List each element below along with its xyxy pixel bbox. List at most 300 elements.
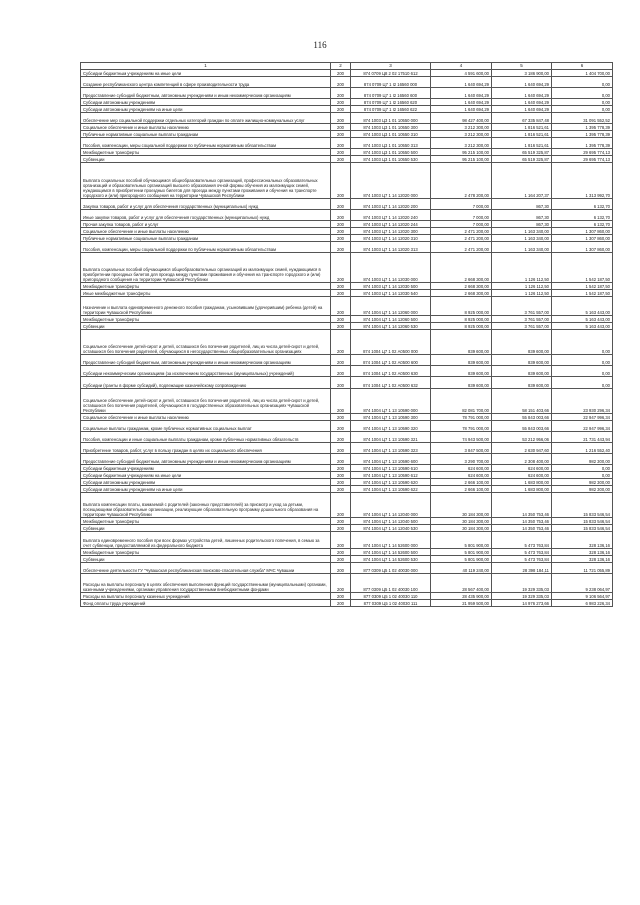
budget-classification-code: 874 1003 Ц3 1 01 10550 000 [351,113,431,124]
line-code: 200 [331,210,351,221]
executed-amount: 65 519 325,87 [492,149,552,156]
table-row [81,486,613,493]
budget-classification-code: 874 1004 Ц7 1 14 12060 500 [351,316,431,323]
column-number: 4 [431,63,492,70]
table-row [81,556,613,563]
executed-amount: 867,30 [492,221,552,228]
budget-classification-code: 874 1003 Ц3 1 01 10550 313 [351,138,431,149]
table-row [81,242,613,253]
executed-amount: 839 600,00 [492,377,552,389]
executed-amount: 2 308 400,00 [492,454,552,465]
table-row [81,454,613,465]
row-name: Обеспечение деятельности ГУ "Чувашская республиканская поисково-спасательная служба" МЧС Чувашии [81,563,331,574]
budget-classification-code: 874 1003 Ц3 1 01 10550 300 [351,124,431,131]
line-code: 200 [331,479,351,486]
line-code: 200 [331,242,351,253]
table-row [81,593,613,600]
approved-amount: 1 640 694,29 [431,106,492,113]
executed-amount: 5 473 763,84 [492,532,552,549]
row-name: Субсидии бюджетным учреждениям на иные цели [81,70,331,77]
table-row [81,493,613,518]
line-code: 200 [331,421,351,432]
line-code: 200 [331,156,351,163]
unexecuted-amount: 15 833 546,54 [552,518,613,525]
column-number: 6 [552,63,613,70]
budget-classification-code: 874 1004 Ц7 1 14 12060 530 [351,323,431,330]
line-code: 200 [331,472,351,479]
row-name: Социальное обеспечение детей-сирот и детей, оставшихся без попечения родителей, лиц из числа детей-сирот и детей, оставшихся без попечения родителей, обучающихся в государственных образовательных организациях Чувашской Республики [81,389,331,414]
line-code: 200 [331,323,351,330]
executed-amount: 1 683 800,00 [492,479,552,486]
column-number: 2 [331,63,351,70]
approved-amount: 5 801 900,00 [431,549,492,556]
executed-amount: 19 329 335,03 [492,593,552,600]
executed-amount: 5 473 763,84 [492,556,552,563]
unexecuted-amount: 1 313 992,70 [552,163,613,199]
row-name: Субсидии (гранты в форме субсидий), подлежащие казначейскому сопровождению [81,377,331,389]
approved-amount: 1 640 694,29 [431,77,492,88]
executed-amount: 867,30 [492,210,552,221]
line-code: 200 [331,574,351,593]
approved-amount: 3 290 700,00 [431,454,492,465]
approved-amount: 624 600,00 [431,472,492,479]
table-row [81,283,613,290]
approved-amount: 2 478 200,00 [431,163,492,199]
unexecuted-amount: 0,00 [552,472,613,479]
executed-amount: 624 600,00 [492,465,552,472]
approved-amount: 624 600,00 [431,465,492,472]
unexecuted-amount: 6 132,70 [552,210,613,221]
budget-classification-code: 874 1003 Ц3 1 01 10550 500 [351,149,431,156]
executed-amount: 67 335 847,48 [492,113,552,124]
row-name: Субсидии некоммерческим организациям (за исключением государственных (муниципальных) учреждений) [81,366,331,377]
line-code: 200 [331,297,351,316]
table-row [81,600,613,607]
unexecuted-amount: 328 136,16 [552,556,613,563]
budget-classification-code: 874 1004 Ц7 1 13 10590 320 [351,421,431,432]
executed-amount: 1 816 521,61 [492,124,552,131]
approved-amount: 2 471 200,00 [431,228,492,235]
unexecuted-amount: 1 395 778,39 [552,138,613,149]
executed-amount: 624 600,00 [492,472,552,479]
executed-amount: 19 329 335,03 [492,574,552,593]
table-row [81,316,613,323]
approved-amount: 78 791 000,00 [431,421,492,432]
row-name: Межбюджетные трансферты [81,316,331,323]
row-name: Назначение и выплата единовременного денежного пособия гражданам, усыновившим (удочерившим) ребенка (детей) на территории Чувашской Республики [81,297,331,316]
approved-amount: 98 427 400,00 [431,113,492,124]
unexecuted-amount: 0,00 [552,106,613,113]
row-name: Социальное обеспечение и иные выплаты населению [81,414,331,421]
table-row [81,574,613,593]
executed-amount: 1 640 694,29 [492,88,552,99]
row-name: Межбюджетные трансферты [81,283,331,290]
budget-classification-code: 874 1003 Ц3 1 01 10550 310 [351,131,431,138]
approved-amount: 1 640 694,29 [431,99,492,106]
unexecuted-amount: 1 395 778,39 [552,124,613,131]
unexecuted-amount: 1 216 552,40 [552,443,613,454]
column-number: 1 [81,63,331,70]
row-name: Субвенции [81,156,331,163]
unexecuted-amount: 6 983 226,34 [552,600,613,607]
unexecuted-amount: 6 132,70 [552,199,613,210]
table-row [81,88,613,99]
budget-classification-code: 874 1003 Ц7 1 14 12030 500 [351,283,431,290]
page-number: 116 [313,40,327,50]
table-row [81,235,613,242]
table-row [81,149,613,156]
line-code: 200 [331,593,351,600]
row-name: Субвенции [81,323,331,330]
line-code: 200 [331,149,351,156]
approved-amount: 839 600,00 [431,377,492,389]
row-name: Социальное обеспечение и иные выплаты населению [81,228,331,235]
budget-classification-code: 874 0709 Ц7 1 I2 16560 000 [351,77,431,88]
row-name: Субвенции [81,525,331,532]
line-code: 200 [331,199,351,210]
approved-amount: 839 600,00 [431,355,492,366]
line-code: 200 [331,486,351,493]
executed-amount: 14 350 753,46 [492,493,552,518]
budget-classification-code: 874 1003 Ц7 1 14 12020 000 [351,163,431,199]
approved-amount: 28 435 900,00 [431,593,492,600]
approved-amount: 7 000,00 [431,199,492,210]
executed-amount: 1 164 207,37 [492,163,552,199]
budget-classification-code: 874 1004 Ц7 1 14 12040 530 [351,525,431,532]
line-code: 200 [331,330,351,355]
executed-amount: 1 163 340,00 [492,228,552,235]
executed-amount: 839 600,00 [492,330,552,355]
table-row [81,131,613,138]
executed-amount: 3 761 557,00 [492,323,552,330]
line-code: 200 [331,377,351,389]
line-code: 200 [331,454,351,465]
unexecuted-amount: 328 136,16 [552,532,613,549]
table-row [81,465,613,472]
approved-amount: 28 567 400,00 [431,574,492,593]
column-number-row [81,63,613,70]
table-row [81,377,613,389]
approved-amount: 3 212 300,00 [431,138,492,149]
budget-classification-code: 874 1004 Ц7 1 14 12040 500 [351,518,431,525]
approved-amount: 82 081 700,00 [431,389,492,414]
approved-amount: 74 943 500,00 [431,432,492,443]
line-code: 200 [331,163,351,199]
row-name: Выплата социальных пособий обучающимся общеобразовательных организаций из малоимущих семей, нуждающимся в приобретении проездных билетов для проезда между пунктами проживания и обучения на транспорте городского и (или) пригородного сообщения на территории Чувашской Республики [81,253,331,283]
table-row [81,156,613,163]
line-code: 200 [331,228,351,235]
approved-amount: 30 184 300,00 [431,493,492,518]
executed-amount: 1 640 694,29 [492,77,552,88]
executed-amount: 3 186 900,00 [492,70,552,77]
table-row [81,228,613,235]
approved-amount: 5 801 900,00 [431,556,492,563]
approved-amount: 30 184 300,00 [431,525,492,532]
row-name: Публичные нормативные социальные выплаты гражданам [81,235,331,242]
budget-classification-code: 874 1004 Ц7 1 13 10590 600 [351,454,431,465]
unexecuted-amount: 6 132,70 [552,221,613,228]
unexecuted-amount: 23 930 296,34 [552,389,613,414]
row-name: Межбюджетные трансферты [81,518,331,525]
executed-amount: 1 683 800,00 [492,486,552,493]
budget-classification-code: 874 1004 Ц7 1 02 А0500 600 [351,355,431,366]
line-code: 200 [331,493,351,518]
table-row [81,138,613,149]
row-name: Субсидии автономным учреждениям [81,479,331,486]
row-name: Закупка товаров, работ и услуг для обеспечения государственных (муниципальных) нужд [81,199,331,210]
table-row [81,199,613,210]
unexecuted-amount: 11 721 055,89 [552,563,613,574]
budget-table-body [81,63,613,607]
line-code: 200 [331,138,351,149]
unexecuted-amount: 1 542 187,50 [552,253,613,283]
line-code: 200 [331,106,351,113]
budget-classification-code: 874 0709 Ц8 2 02 17510 612 [351,70,431,77]
table-row [81,70,613,77]
executed-amount: 1 640 694,29 [492,99,552,106]
executed-amount: 1 163 340,00 [492,242,552,253]
budget-classification-code: 874 1003 Ц7 1 14 12030 000 [351,253,431,283]
budget-classification-code: 874 1003 Ц3 1 01 10550 530 [351,156,431,163]
row-name: Фонд оплаты труда учреждений [81,600,331,607]
table-row [81,355,613,366]
approved-amount: 839 600,00 [431,366,492,377]
budget-classification-code: 874 1004 Ц7 1 14 52600 530 [351,556,431,563]
table-row [81,414,613,421]
line-code: 200 [331,283,351,290]
budget-classification-code: 874 1004 Ц7 1 02 А0500 630 [351,366,431,377]
approved-amount: 7 000,00 [431,210,492,221]
approved-amount: 8 925 000,00 [431,297,492,316]
row-name: Иные межбюджетные трансферты [81,290,331,297]
approved-amount: 5 801 900,00 [431,532,492,549]
table-row [81,479,613,486]
budget-classification-code: 877 0309 Ц5 1 02 40030 111 [351,600,431,607]
budget-classification-code: 874 1004 Ц7 1 13 10590 000 [351,389,431,414]
table-row [81,366,613,377]
approved-amount: 2 668 300,00 [431,253,492,283]
row-name: Выплата компенсации платы, взимаемой с родителей (законных представителей) за присмотр и уход за детьми, посещающими образовательные организации, реализующие образовательную программу дошкольного образования на территории Чувашской Республики [81,493,331,518]
approved-amount: 7 000,00 [431,221,492,228]
row-name: Публичные нормативные социальные выплаты гражданам [81,131,331,138]
executed-amount: 3 761 557,00 [492,297,552,316]
approved-amount: 3 212 300,00 [431,124,492,131]
line-code: 200 [331,290,351,297]
budget-classification-code: 874 0709 Ц7 1 I2 16560 600 [351,88,431,99]
budget-classification-code: 874 1004 Ц7 1 13 10590 622 [351,486,431,493]
executed-amount: 65 519 325,87 [492,156,552,163]
executed-amount: 839 600,00 [492,355,552,366]
approved-amount: 40 119 240,00 [431,563,492,574]
unexecuted-amount: 1 542 187,50 [552,283,613,290]
table-row [81,472,613,479]
line-code: 200 [331,432,351,443]
budget-classification-code: 874 1004 Ц7 1 13 10590 300 [351,414,431,421]
row-name: Пособия, компенсации, меры социальной поддержки по публичным нормативным обязательствам [81,138,331,149]
budget-classification-code: 877 0309 Ц5 1 02 40030 110 [351,593,431,600]
line-code: 200 [331,70,351,77]
line-code: 200 [331,77,351,88]
executed-amount: 14 350 753,46 [492,518,552,525]
line-code: 200 [331,316,351,323]
budget-classification-code: 874 0709 Ц7 1 I2 16560 620 [351,99,431,106]
table-row [81,210,613,221]
line-code: 200 [331,389,351,414]
unexecuted-amount: 22 947 996,34 [552,421,613,432]
executed-amount: 5 473 763,84 [492,549,552,556]
line-code: 200 [331,221,351,228]
line-code: 200 [331,549,351,556]
unexecuted-amount: 0,00 [552,77,613,88]
approved-amount: 2 471 200,00 [431,242,492,253]
table-row [81,221,613,228]
column-number: 5 [492,63,552,70]
table-row [81,532,613,549]
line-code: 200 [331,563,351,574]
budget-classification-code: 874 1003 Ц7 1 14 12020 310 [351,235,431,242]
approved-amount: 78 791 000,00 [431,414,492,421]
unexecuted-amount: 982 300,00 [552,479,613,486]
line-code: 200 [331,525,351,532]
table-row [81,297,613,316]
approved-amount: 1 640 694,29 [431,88,492,99]
row-name: Субвенции [81,556,331,563]
approved-amount: 8 925 000,00 [431,316,492,323]
budget-classification-code: 874 0709 Ц7 1 I2 16560 622 [351,106,431,113]
column-number: 3 [351,63,431,70]
budget-classification-code: 874 1004 Ц7 1 13 10590 321 [351,432,431,443]
row-name: Расходы на выплаты персоналу казенных учреждений [81,593,331,600]
table-row [81,549,613,556]
unexecuted-amount: 9 238 064,97 [552,574,613,593]
row-name: Субсидии бюджетным учреждениям на иные цели [81,472,331,479]
row-name: Социальное обеспечение и иные выплаты населению [81,124,331,131]
approved-amount: 2 666 100,00 [431,486,492,493]
budget-classification-code: 874 1004 Ц7 1 14 52600 500 [351,549,431,556]
table-row [81,518,613,525]
unexecuted-amount: 1 307 860,00 [552,242,613,253]
unexecuted-amount: 982 300,00 [552,486,613,493]
row-name: Пособия, компенсации и иные социальные выплаты гражданам, кроме публичных нормативных обязательств [81,432,331,443]
approved-amount: 3 847 500,00 [431,443,492,454]
executed-amount: 1 816 521,61 [492,138,552,149]
table-row [81,124,613,131]
row-name: Обеспечение мер социальной поддержки отдельных категорий граждан по оплате жилищно-коммунальных услуг [81,113,331,124]
row-name: Субсидии автономным учреждениям [81,99,331,106]
budget-classification-code: 874 1004 Ц7 1 13 10590 323 [351,443,431,454]
budget-classification-code: 874 1004 Ц7 1 14 52600 000 [351,532,431,549]
unexecuted-amount: 0,00 [552,465,613,472]
budget-classification-code: 874 1004 Ц7 1 14 12040 000 [351,493,431,518]
table-row [81,99,613,106]
budget-classification-code: 874 1004 Ц7 1 02 А0500 000 [351,330,431,355]
approved-amount: 839 600,00 [431,330,492,355]
line-code: 200 [331,465,351,472]
approved-amount: 2 666 100,00 [431,479,492,486]
line-code: 200 [331,366,351,377]
unexecuted-amount: 1 307 860,00 [552,228,613,235]
budget-classification-code: 874 1003 Ц7 1 14 12020 244 [351,221,431,228]
table-row [81,323,613,330]
unexecuted-amount: 5 163 443,00 [552,323,613,330]
approved-amount: 8 925 000,00 [431,323,492,330]
executed-amount: 14 976 273,66 [492,600,552,607]
unexecuted-amount: 31 091 552,52 [552,113,613,124]
budget-classification-code: 874 1003 Ц7 1 14 12030 540 [351,290,431,297]
line-code: 200 [331,99,351,106]
executed-amount: 53 212 956,06 [492,432,552,443]
table-row [81,253,613,283]
approved-amount: 30 184 300,00 [431,518,492,525]
row-name: Социальные выплаты гражданам, кроме публичных нормативных социальных выплат [81,421,331,432]
budget-classification-code: 874 1003 Ц7 1 14 12020 300 [351,228,431,235]
table-row [81,330,613,355]
row-name: Межбюджетные трансферты [81,549,331,556]
row-name: Прочая закупка товаров, работ и услуг [81,221,331,228]
unexecuted-amount: 9 106 564,97 [552,593,613,600]
table-row [81,421,613,432]
executed-amount: 55 843 003,66 [492,414,552,421]
unexecuted-amount: 22 947 996,34 [552,414,613,421]
row-name: Субсидии бюджетным учреждениям [81,465,331,472]
approved-amount: 2 471 200,00 [431,235,492,242]
unexecuted-amount: 15 833 546,54 [552,493,613,518]
line-code: 200 [331,414,351,421]
line-code: 200 [331,131,351,138]
budget-classification-code: 874 1004 Ц7 1 02 А0500 632 [351,377,431,389]
unexecuted-amount: 5 163 443,00 [552,297,613,316]
row-name: Создание республиканского центра компетенций в сфере производительности труда [81,77,331,88]
line-code: 200 [331,88,351,99]
budget-classification-code: 874 1003 Ц7 1 14 12020 240 [351,210,431,221]
table-row [81,163,613,199]
row-name: Пособия, компенсации, меры социальной поддержки по публичным нормативным обязательствам [81,242,331,253]
executed-amount: 1 126 112,50 [492,253,552,283]
approved-amount: 3 212 300,00 [431,131,492,138]
unexecuted-amount: 5 163 443,00 [552,316,613,323]
line-code: 200 [331,600,351,607]
table-row [81,106,613,113]
line-code: 200 [331,355,351,366]
line-code: 200 [331,235,351,242]
executed-amount: 1 163 340,00 [492,235,552,242]
row-name: Расходы на выплаты персоналу в целях обеспечения выполнения функций государственными (муниципальными) органами, казенными учреждениями, органами управления государственными внебюджетными фондами [81,574,331,593]
table-row [81,113,613,124]
unexecuted-amount: 1 404 700,00 [552,70,613,77]
row-name: Выплата единовременного пособия при всех формах устройства детей, лишенных родительского попечения, в семью за счет субвенции, предоставляемой из федерального бюджета [81,532,331,549]
executed-amount: 2 630 947,60 [492,443,552,454]
executed-amount: 1 126 112,50 [492,290,552,297]
approved-amount: 95 215 100,00 [431,149,492,156]
line-code: 200 [331,556,351,563]
budget-classification-code: 874 1003 Ц7 1 14 12020 313 [351,242,431,253]
table-row [81,443,613,454]
row-name: Предоставление субсидий бюджетным, автономным учреждениям и иным некоммерческим организациям [81,454,331,465]
unexecuted-amount: 328 136,16 [552,549,613,556]
line-code: 200 [331,124,351,131]
unexecuted-amount: 0,00 [552,366,613,377]
executed-amount: 1 640 694,29 [492,106,552,113]
row-name: Субсидии автономным учреждениям на иные цели [81,486,331,493]
table-row [81,77,613,88]
row-name: Иные закупки товаров, работ и услуг для обеспечения государственных (муниципальных) нужд [81,210,331,221]
line-code: 200 [331,518,351,525]
table-row [81,290,613,297]
unexecuted-amount: 0,00 [552,330,613,355]
line-code: 200 [331,113,351,124]
table-row [81,432,613,443]
table-row [81,389,613,414]
